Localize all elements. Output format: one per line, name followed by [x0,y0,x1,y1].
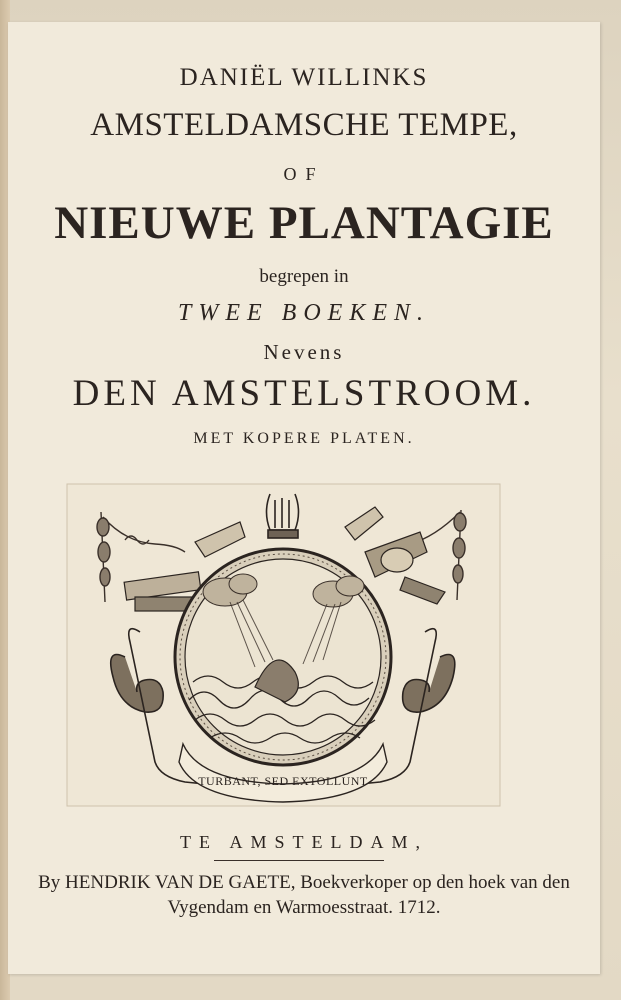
title-conjunction: OF [283,164,325,184]
printer-device-lyre-emblem-icon [65,482,502,808]
engraving-motto: TURBANT, SED EXTOLLUNT [198,774,368,788]
imprint-rule [214,860,384,861]
plates-note: MET KOPERE PLATEN. [193,430,415,447]
title-line-1: AMSTELDAMSCHE TEMPE, [90,107,518,143]
engraving-plate [65,482,502,808]
imprint-line-1: By HENDRIK VAN DE GAETE, Boekverkoper op den hoek van den [38,872,570,893]
nevens-text: Nevens [263,340,345,364]
subtitle: DEN AMSTELSTROOM. [72,373,536,414]
imprint-line-2: Vygendam en Warmoesstraat. 1712. [167,897,441,918]
title-line-2: NIEUWE PLANTAGIE [54,197,554,249]
begrepen-text: begrepen in [259,266,349,287]
books-text: TWEE BOEKEN. [178,300,430,326]
author-name: DANIËL WILLINKS [179,64,429,91]
imprint-city: TE AMSTELDAM, [180,832,428,852]
